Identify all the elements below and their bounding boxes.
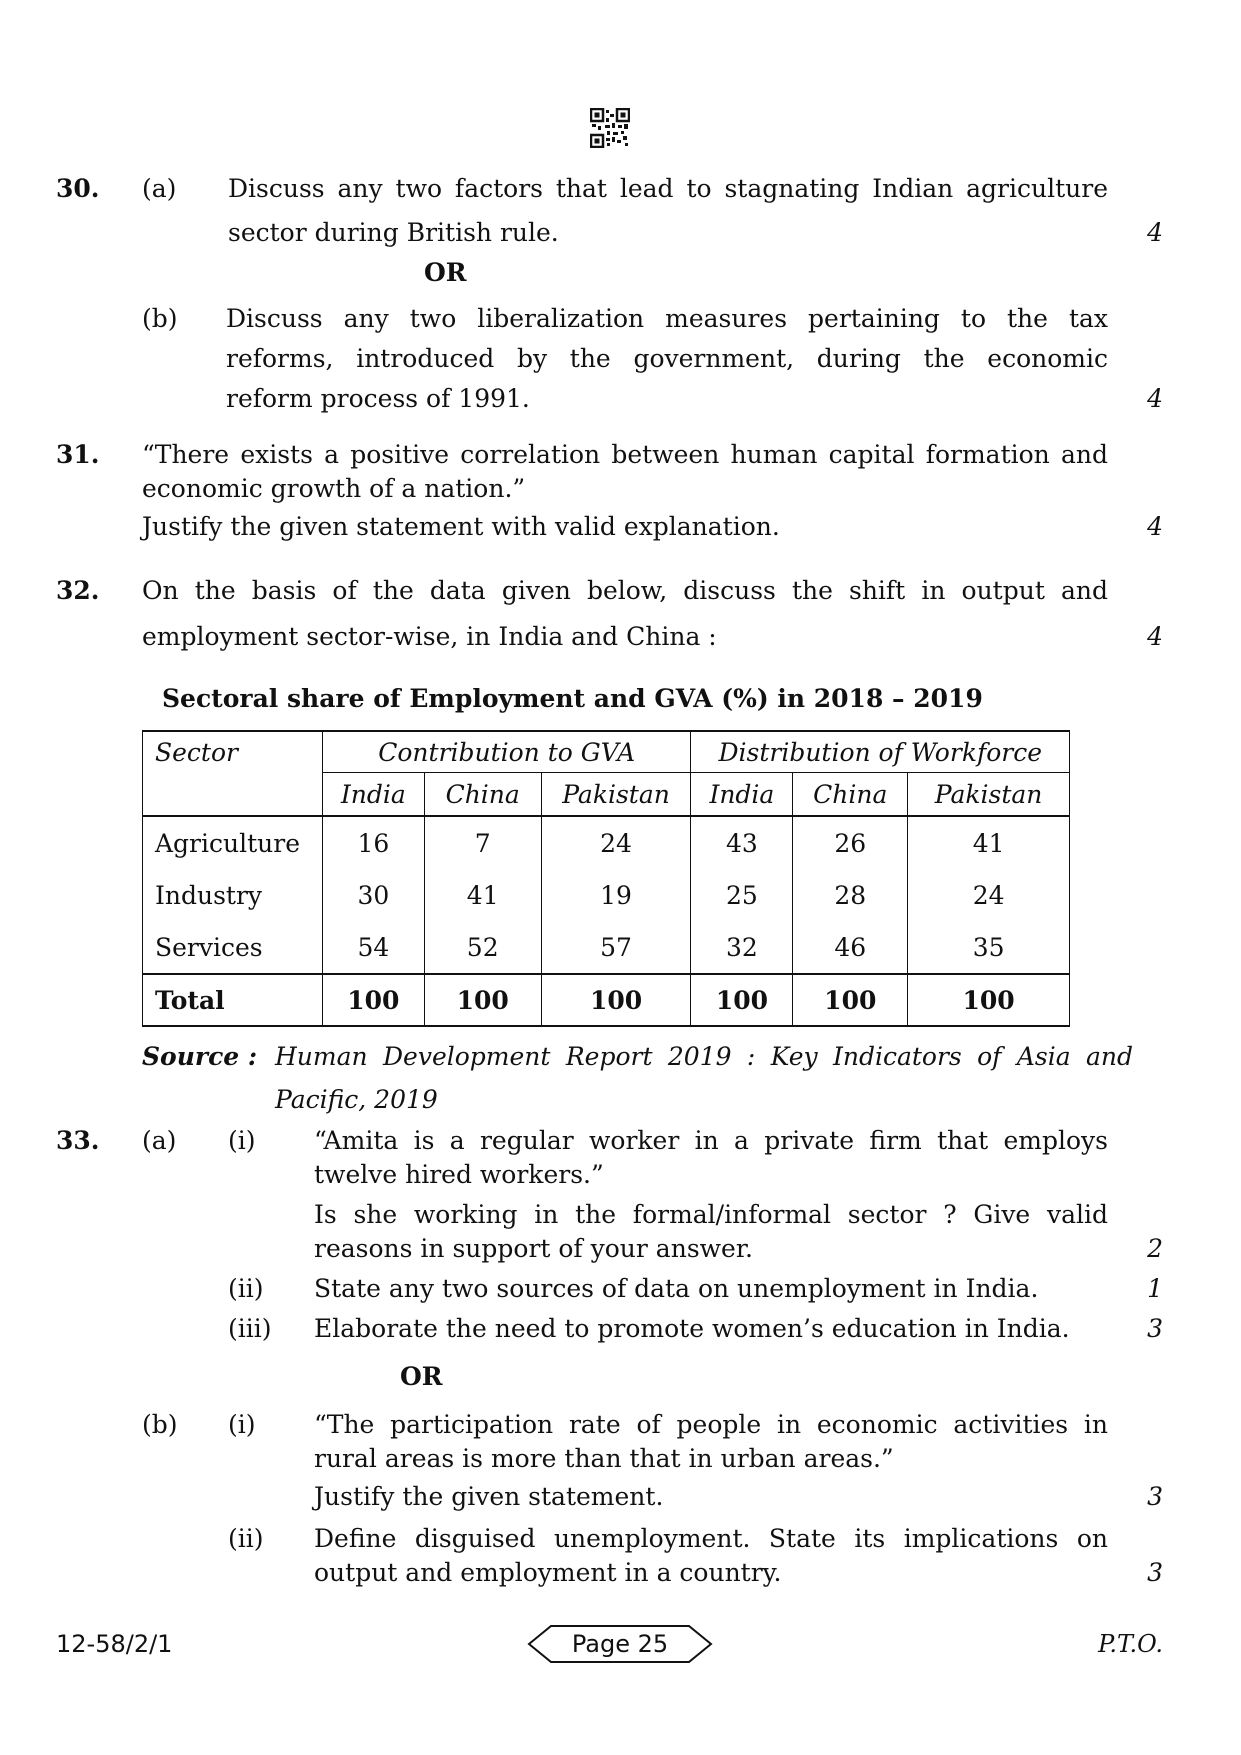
sub-part-label: (iii) xyxy=(228,1314,272,1343)
table-cell: 7 xyxy=(424,816,541,869)
sub-part-label: (ii) xyxy=(228,1274,264,1303)
column-group-gva: Contribution to GVA xyxy=(322,731,691,773)
table-cell: 30 xyxy=(322,869,424,921)
source-text: Human Development Report 2019 : Key Indicators of Asia and xyxy=(275,1042,1133,1071)
table-cell: 16 xyxy=(322,816,424,869)
column-header-country: Pakistan xyxy=(908,773,1070,817)
table-cell: 32 xyxy=(691,921,793,974)
question-text: “There exists a positive correlation between human capital formation and xyxy=(142,440,1108,469)
sub-part-label: (i) xyxy=(228,1126,256,1155)
part-label: (b) xyxy=(142,1410,178,1439)
table-cell: 24 xyxy=(541,816,691,869)
row-label: Agriculture xyxy=(143,816,323,869)
question-text: economic growth of a nation.” xyxy=(142,474,526,503)
table-cell: 41 xyxy=(908,816,1070,869)
table-cell: 35 xyxy=(908,921,1070,974)
table-total-row xyxy=(143,974,1070,1026)
question-number: 30. xyxy=(56,174,100,203)
marks: 2 xyxy=(1147,1234,1163,1263)
table-cell: 24 xyxy=(908,869,1070,921)
question-text: rural areas is more than that in urban areas.” xyxy=(314,1444,894,1473)
question-text: Discuss any two liberalization measures pertaining to the tax xyxy=(226,304,1108,333)
row-label-total: Total xyxy=(143,974,323,1026)
table-cell: 100 xyxy=(424,974,541,1026)
question-text: reform process of 1991. xyxy=(226,384,530,413)
column-header-country: India xyxy=(322,773,424,817)
column-header-country: Pakistan xyxy=(541,773,691,817)
source-label: Source : xyxy=(142,1042,258,1071)
table-cell: 28 xyxy=(793,869,908,921)
question-text: Is she working in the formal/informal sector ? Give valid xyxy=(314,1200,1108,1229)
sub-part-label: (i) xyxy=(228,1410,256,1439)
question-text: “The participation rate of people in economic activities in xyxy=(314,1410,1108,1439)
marks: 4 xyxy=(1147,622,1163,651)
page-number: Page 25 xyxy=(571,1630,669,1658)
question-text: Define disguised unemployment. State its implications on xyxy=(314,1524,1108,1553)
marks: 1 xyxy=(1147,1274,1163,1303)
marks: 3 xyxy=(1147,1558,1163,1587)
row-label: Industry xyxy=(143,869,323,921)
table-cell: 41 xyxy=(424,869,541,921)
table-cell: 100 xyxy=(908,974,1070,1026)
question-number: 33. xyxy=(56,1126,100,1155)
table-cell: 19 xyxy=(541,869,691,921)
column-header-sector: Sector xyxy=(143,731,323,816)
question-text: employment sector-wise, in India and China : xyxy=(142,622,717,651)
page-number-badge xyxy=(527,1624,713,1664)
table-cell: 54 xyxy=(322,921,424,974)
sub-part-label: (ii) xyxy=(228,1524,264,1553)
table-cell: 46 xyxy=(793,921,908,974)
or-separator: OR xyxy=(400,1362,443,1391)
column-header-country: China xyxy=(424,773,541,817)
question-number: 31. xyxy=(56,440,100,469)
marks: 4 xyxy=(1147,384,1163,413)
source-text: Pacific, 2019 xyxy=(275,1085,438,1114)
part-label: (a) xyxy=(142,174,177,203)
question-text: output and employment in a country. xyxy=(314,1558,782,1587)
question-text: “Amita is a regular worker in a private firm that employs xyxy=(314,1126,1108,1155)
question-text: State any two sources of data on unemployment in India. xyxy=(314,1274,1039,1303)
question-text: sector during British rule. xyxy=(228,218,559,247)
table-cell: 25 xyxy=(691,869,793,921)
row-label: Services xyxy=(143,921,323,974)
question-text: Discuss any two factors that lead to stagnating Indian agriculture xyxy=(228,174,1108,203)
table-cell: 100 xyxy=(541,974,691,1026)
question-text: twelve hired workers.” xyxy=(314,1160,604,1189)
paper-code: 12-58/2/1 xyxy=(56,1630,173,1658)
part-label: (b) xyxy=(142,304,178,333)
question-text: reasons in support of your answer. xyxy=(314,1234,753,1263)
pto-label: P.T.O. xyxy=(1098,1630,1163,1658)
table-cell: 57 xyxy=(541,921,691,974)
column-header-country: India xyxy=(691,773,793,817)
question-number: 32. xyxy=(56,576,100,605)
table-row xyxy=(143,921,1070,974)
part-label: (a) xyxy=(142,1126,177,1155)
marks: 3 xyxy=(1147,1482,1163,1511)
data-table xyxy=(142,730,1070,1027)
table-caption: Sectoral share of Employment and GVA (%) in 2018 – 2019 xyxy=(162,684,983,713)
table-cell: 43 xyxy=(691,816,793,869)
marks: 3 xyxy=(1147,1314,1163,1343)
table-cell: 52 xyxy=(424,921,541,974)
or-separator: OR xyxy=(424,258,467,287)
qr-code-icon xyxy=(590,108,630,148)
marks: 4 xyxy=(1147,512,1163,541)
table-row xyxy=(143,869,1070,921)
column-group-workforce: Distribution of Workforce xyxy=(691,731,1070,773)
question-text: On the basis of the data given below, discuss the shift in output and xyxy=(142,576,1108,605)
question-text: Elaborate the need to promote women’s education in India. xyxy=(314,1314,1070,1343)
table-cell: 100 xyxy=(793,974,908,1026)
marks: 4 xyxy=(1147,218,1163,247)
table-cell: 100 xyxy=(322,974,424,1026)
question-text: reforms, introduced by the government, during the economic xyxy=(226,344,1108,373)
question-text: Justify the given statement with valid explanation. xyxy=(142,512,780,541)
table-cell: 100 xyxy=(691,974,793,1026)
table-cell: 26 xyxy=(793,816,908,869)
question-text: Justify the given statement. xyxy=(314,1482,664,1511)
table-row xyxy=(143,816,1070,869)
column-header-country: China xyxy=(793,773,908,817)
